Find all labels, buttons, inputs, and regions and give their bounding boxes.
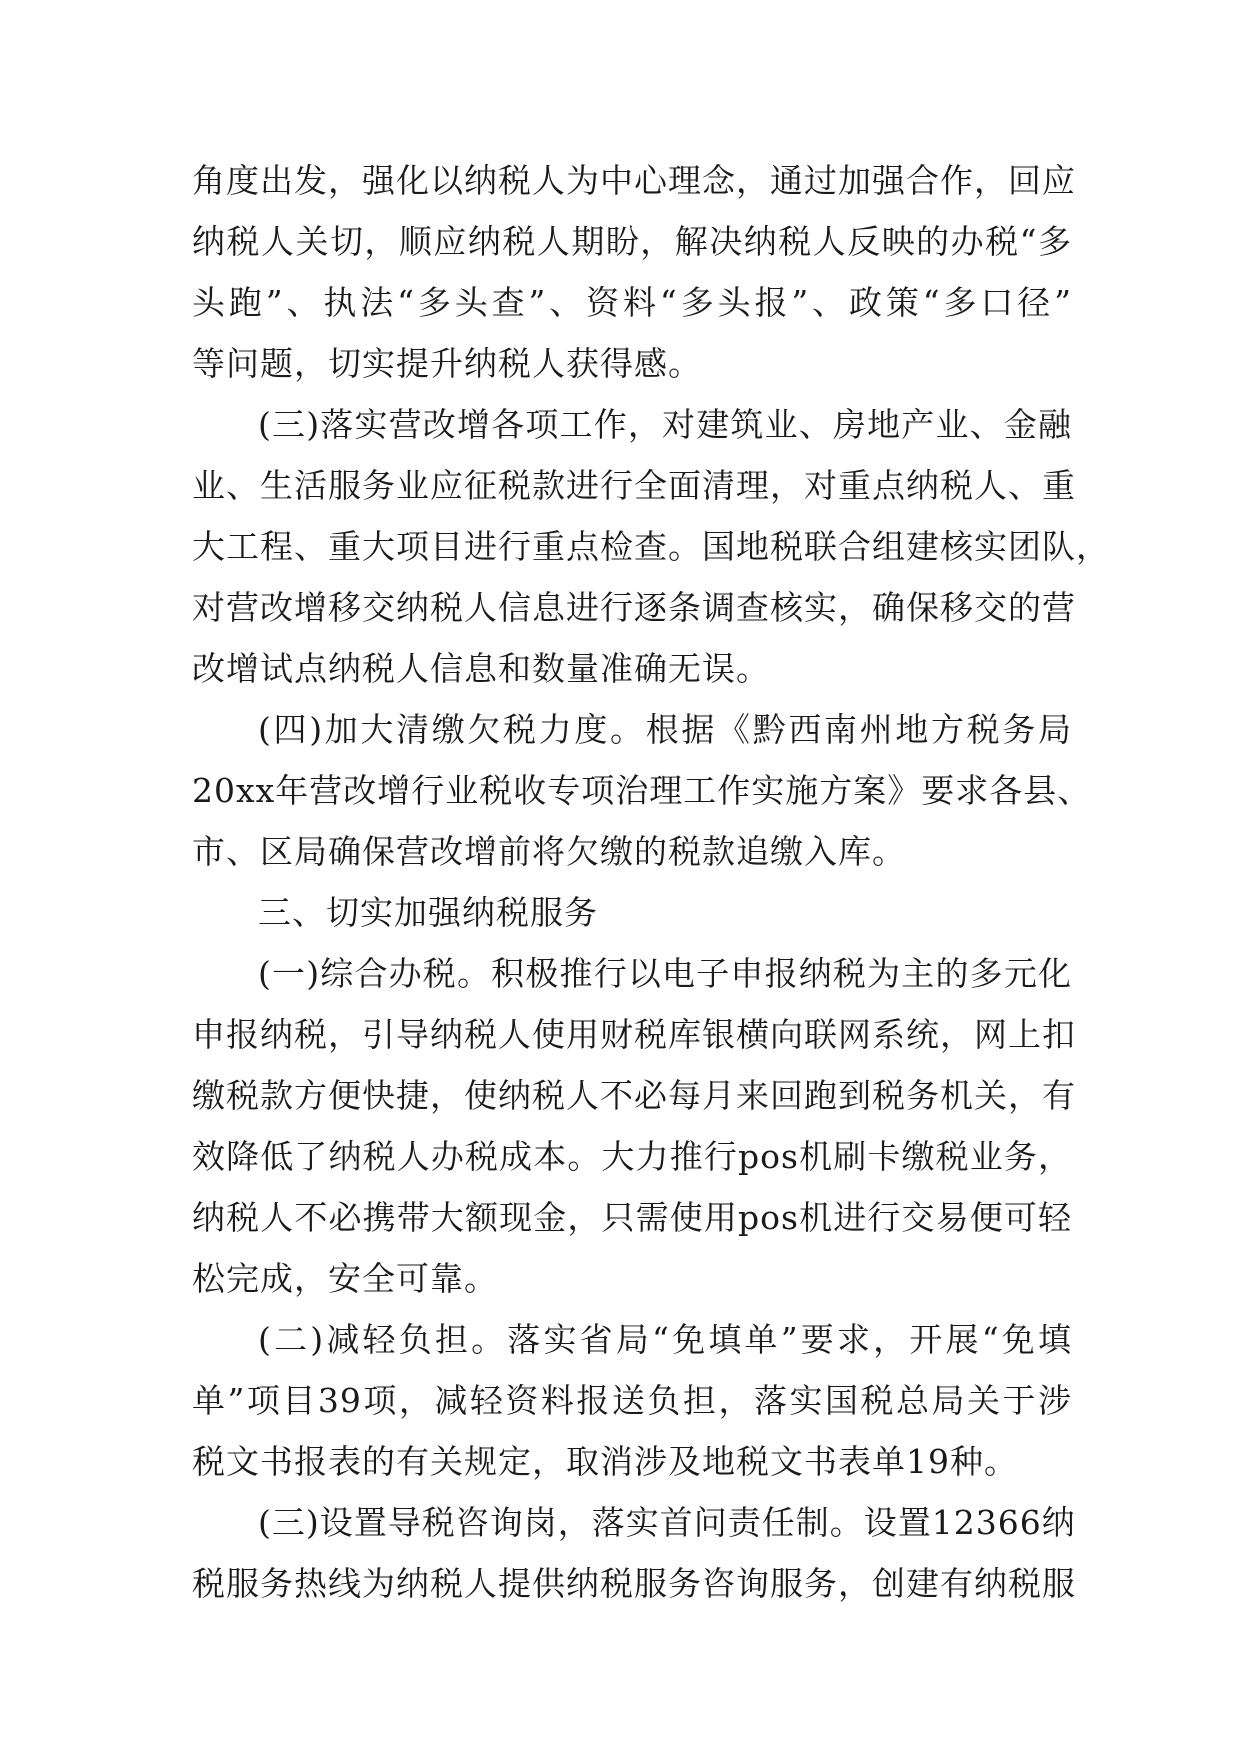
text-line: 税服务热线为纳税人提供纳税服务咨询服务，创建有纳税服	[192, 1564, 1076, 1603]
text-line: (二)减轻负担。落实省局“免填单”要求，开展“免填	[258, 1320, 1072, 1359]
text-line: (一)综合办税。积极推行以电子申报纳税为主的多元化	[258, 954, 1072, 993]
text-line: 申报纳税，引导纳税人使用财税库银横向联网系统，网上扣	[192, 1015, 1076, 1054]
text-line: 对营改增移交纳税人信息进行逐条调查核实，确保移交的营	[192, 588, 1076, 627]
text-line: (三)落实营改增各项工作，对建筑业、房地产业、金融	[258, 405, 1072, 444]
text-line: 效降低了纳税人办税成本。大力推行pos机刷卡缴税业务，	[192, 1137, 1072, 1176]
text-line: 纳税人关切，顺应纳税人期盼，解决纳税人反映的办税“多	[192, 222, 1072, 261]
section-heading: 三、切实加强纳税服务	[258, 893, 598, 932]
text-line: 20xx年营改增行业税收专项治理工作实施方案》要求各县、	[192, 771, 1092, 810]
text-line: 头跑”、执法“多头查”、资料“多头报”、政策“多口径”	[192, 283, 1072, 322]
text-line: 税文书报表的有关规定，取消涉及地税文书表单19种。	[192, 1442, 1018, 1481]
text-line: (三)设置导税咨询岗，落实首问责任制。设置12366纳	[258, 1503, 1076, 1542]
body-text	[192, 150, 1110, 1614]
text-line: 单”项目39项，减轻资料报送负担，落实国税总局关于涉	[192, 1381, 1072, 1420]
text-line: 缴税款方便快捷，使纳税人不必每月来回跑到税务机关，有	[192, 1076, 1076, 1115]
text-line: 纳税人不必携带大额现金，只需使用pos机进行交易便可轻	[192, 1198, 1072, 1237]
text-line: 等问题，切实提升纳税人获得感。	[192, 344, 702, 383]
text-line: 角度出发，强化以纳税人为中心理念，通过加强合作，回应	[192, 161, 1076, 200]
text-line: (四)加大清缴欠税力度。根据《黔西南州地方税务局	[258, 710, 1072, 749]
text-line: 市、区局确保营改增前将欠缴的税款追缴入库。	[192, 832, 906, 871]
text-line: 改增试点纳税人信息和数量准确无误。	[192, 649, 770, 688]
text-line: 大工程、重大项目进行重点检查。国地税联合组建核实团队，	[192, 527, 1110, 566]
text-line: 松完成，安全可靠。	[192, 1259, 498, 1298]
text-line: 业、生活服务业应征税款进行全面清理，对重点纳税人、重	[192, 466, 1076, 505]
